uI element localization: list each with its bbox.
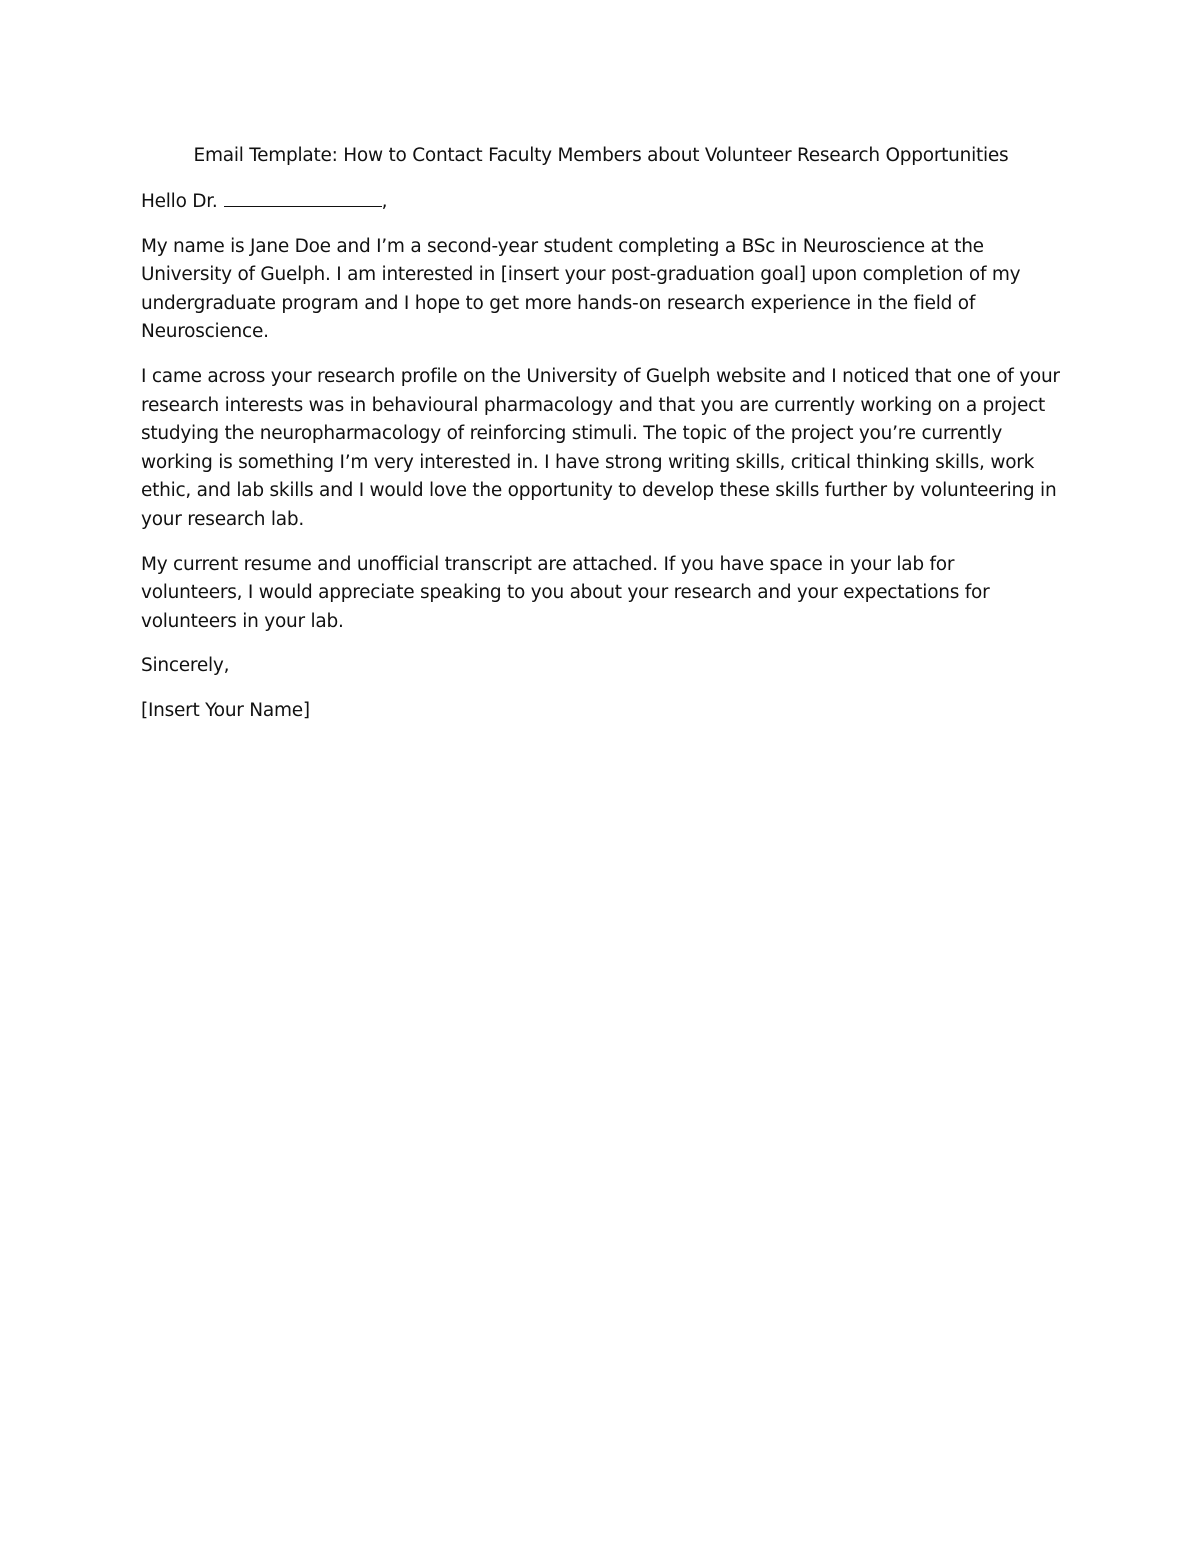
greeting-suffix: , — [381, 191, 388, 212]
greeting-line — [141, 188, 1061, 217]
document-title: Email Template: How to Contact Faculty Members about Volunteer Research Opportunities — [193, 145, 1009, 166]
document-content — [141, 142, 1061, 742]
greeting-prefix: Hello Dr. — [141, 191, 218, 212]
paragraph-introduction: My name is Jane Doe and I’m a second-year student completing a BSc in Neuroscience at the University of Guelph. I am interested in [insert your post-graduation goal] upon completion of my undergraduate program and I hope to get more hands-on research experience in the field of Neuroscience. — [141, 235, 1021, 343]
paragraph-research-interest: I came across your research profile on the University of Guelph website and I noticed that one of your research interests was in behavioural pharmacology and that you are currently working on a project studying the neuropharmacology of reinforcing stimuli. The topic of the project you’re currently working is something I’m very interested in. I have strong writing skills, critical thinking skills, work ethic, and lab skills and I would love the opportunity to develop these skills further by volunteering in your research lab. — [141, 365, 1060, 530]
signature-line: [Insert Your Name] — [141, 699, 310, 721]
name-blank-line — [224, 188, 382, 207]
closing-line: Sincerely, — [141, 655, 230, 677]
paragraph-attachments: My current resume and unofficial transcript are attached. If you have space in your lab for volunteers, I would appreciate speaking to you about your research and your expectations for volunteers in your lab. — [141, 553, 990, 632]
